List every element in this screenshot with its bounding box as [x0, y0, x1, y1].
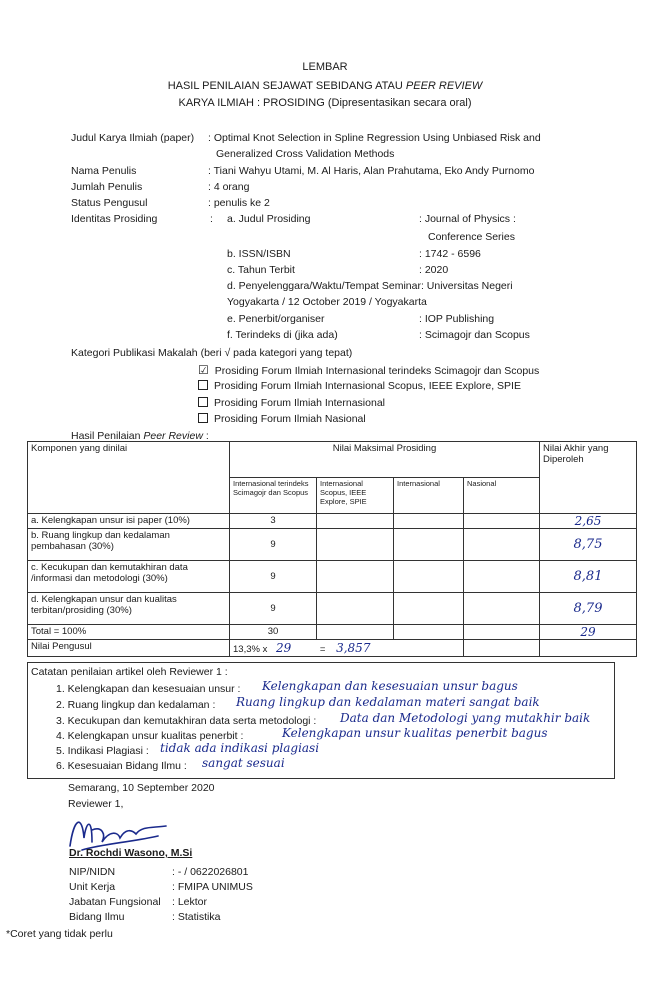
- kategori-option-1[interactable]: ☑ Prosiding Forum Ilmiah Internasional terindeks Scimagojr dan Scopus: [198, 363, 540, 377]
- catatan-item-label: 5. Indikasi Plagiasi :: [56, 745, 149, 757]
- row-akhir: 2,65: [540, 514, 637, 529]
- subheader-scimagojr: Internasional terindeks Scimagojr dan Scopus: [230, 478, 317, 514]
- catatan-item-handwriting: Ruang lingkup dan kedalaman materi sangat baik: [236, 695, 540, 709]
- nip-value: : - / 0622026801: [172, 866, 249, 878]
- reviewer-name: Dr. Rochdi Wasono, M.Si: [69, 847, 193, 859]
- catatan-item-label: 4. Kelengkapan unsur kualitas penerbit :: [56, 730, 244, 742]
- row-nilai: 9: [230, 561, 317, 593]
- pengusul-formula: 13,3% x 29 = 3,857: [230, 640, 464, 657]
- kategori-label: Kategori Publikasi Makalah (beri √ pada kategori yang tepat): [71, 347, 353, 359]
- penerbit-label: e. Penerbit/organiser: [227, 313, 325, 325]
- catatan-item-handwriting: sangat sesuai: [202, 756, 285, 770]
- identitas-colon: :: [210, 213, 213, 225]
- kategori-option-2[interactable]: Prosiding Forum Ilmiah Internasional Scopus, IEEE Explore, SPIE: [198, 380, 521, 392]
- catatan-item-handwriting: Data dan Metodologi yang mutakhir baik: [340, 711, 591, 725]
- header-nilai-maksimal: Nilai Maksimal Prosiding: [230, 442, 540, 478]
- checkbox-icon[interactable]: [198, 397, 208, 407]
- judul-label: Judul Karya Ilmiah (paper): [71, 132, 195, 144]
- row-komponen: a. Kelengkapan unsur isi paper (10%): [28, 514, 230, 529]
- table-header-row: [28, 442, 637, 478]
- pengusul-label: Nilai Pengusul: [28, 640, 230, 657]
- catatan-item-handwriting: Kelengkapan unsur kualitas penerbit bagus: [282, 726, 548, 740]
- total-label: Total = 100%: [28, 625, 230, 640]
- checked-box-icon[interactable]: ☑: [198, 363, 209, 377]
- issn-label: b. ISSN/ISBN: [227, 248, 291, 260]
- jabatan-value: : Lektor: [172, 896, 208, 908]
- table-row: [28, 529, 637, 561]
- catatan-item-handwriting: tidak ada indikasi plagiasi: [160, 741, 320, 755]
- unit-value: : FMIPA UNIMUS: [172, 881, 253, 893]
- row-nilai: 3: [230, 514, 317, 529]
- doc-title-karya: KARYA ILMIAH : PROSIDING (Dipresentasikan secara oral): [178, 97, 472, 109]
- judul-value-1: : Optimal Knot Selection in Spline Regression Using Unbiased Risk and: [208, 132, 541, 144]
- table-row: [28, 514, 637, 529]
- identitas-label: Identitas Prosiding: [71, 213, 158, 225]
- row-komponen: c. Kecukupan dan kemutakhiran data /informasi dan metodologi (30%): [28, 561, 230, 593]
- catatan-item-handwriting: Kelengkapan dan kesesuaian unsur bagus: [262, 679, 518, 693]
- status-value: : penulis ke 2: [208, 197, 270, 209]
- penerbit-value: : IOP Publishing: [419, 313, 495, 325]
- reviewer-label: Reviewer 1,: [68, 798, 124, 810]
- penyelenggara-value: Yogyakarta / 12 October 2019 / Yogyakarta: [227, 296, 427, 308]
- subheader-nasional: Nasional: [464, 478, 540, 514]
- table-row: [28, 593, 637, 625]
- row-komponen: b. Ruang lingkup dan kedalaman pembahasan (30%): [28, 529, 230, 561]
- doc-title-hasil: HASIL PENILAIAN SEJAWAT SEBIDANG ATAU PEER REVIEW: [167, 80, 483, 92]
- total-nilai: 30: [230, 625, 317, 640]
- catatan-item-label: 6. Kesesuaian Bidang Ilmu :: [56, 760, 187, 772]
- row-akhir: 8,81: [540, 561, 637, 593]
- tahun-value: : 2020: [419, 264, 449, 276]
- total-akhir: 29: [540, 625, 637, 640]
- status-label: Status Pengusul: [71, 197, 148, 209]
- row-akhir: 8,79: [540, 593, 637, 625]
- row-komponen: d. Kelengkapan unsur dan kualitas terbitan/prosiding (30%): [28, 593, 230, 625]
- subheader-scopus: Internasional Scopus, IEEE Explore, SPIE: [317, 478, 394, 514]
- bidang-label: Bidang Ilmu: [69, 911, 125, 923]
- place-date: Semarang, 10 September 2020: [68, 782, 215, 794]
- penilaian-table: [27, 441, 637, 657]
- bidang-value: : Statistika: [172, 911, 221, 923]
- jumlah-label: Jumlah Penulis: [71, 181, 143, 193]
- table-total-row: [28, 625, 637, 640]
- checkbox-icon[interactable]: [198, 380, 208, 390]
- judul-prosiding-value-1: : Journal of Physics :: [419, 213, 516, 225]
- row-nilai: 9: [230, 529, 317, 561]
- row-akhir: 8,75: [540, 529, 637, 561]
- terindeks-value: : Scimagojr dan Scopus: [419, 329, 530, 341]
- judul-prosiding-label: a. Judul Prosiding: [227, 213, 311, 225]
- hasil-penilaian-label: Hasil Penilaian Peer Review :: [71, 430, 209, 442]
- table-pengusul-row: [28, 640, 637, 657]
- judul-prosiding-value-2: Conference Series: [428, 231, 515, 243]
- catatan-title: Catatan penilaian artikel oleh Reviewer 1 :: [31, 666, 228, 678]
- kategori-option-4[interactable]: Prosiding Forum Ilmiah Nasional: [198, 413, 366, 425]
- issn-value: : 1742 - 6596: [419, 248, 481, 260]
- jabatan-label: Jabatan Fungsional: [69, 896, 161, 908]
- catatan-item-label: 3. Kecukupan dan kemutakhiran data serta metodologi :: [56, 715, 317, 727]
- terindeks-label: f. Terindeks di (jika ada): [227, 329, 338, 341]
- nama-value: : Tiani Wahyu Utami, M. Al Haris, Alan Prahutama, Eko Andy Purnomo: [208, 165, 535, 177]
- jumlah-value: : 4 orang: [208, 181, 250, 193]
- header-nilai-akhir: Nilai Akhir yang Diperoleh: [540, 442, 637, 514]
- row-nilai: 9: [230, 593, 317, 625]
- doc-title-lembar: LEMBAR: [302, 61, 348, 73]
- nama-label: Nama Penulis: [71, 165, 137, 177]
- checkbox-icon[interactable]: [198, 413, 208, 423]
- header-komponen: Komponen yang dinilai: [28, 442, 230, 514]
- penyelenggara-label: d. Penyelenggara/Waktu/Tempat Seminar: Universitas Negeri: [227, 280, 513, 292]
- footnote: *Coret yang tidak perlu: [6, 928, 113, 940]
- judul-value-2: Generalized Cross Validation Methods: [216, 148, 395, 160]
- table-row: [28, 561, 637, 593]
- tahun-label: c. Tahun Terbit: [227, 264, 295, 276]
- catatan-item-label: 2. Ruang lingkup dan kedalaman :: [56, 699, 216, 711]
- catatan-item-label: 1. Kelengkapan dan kesesuaian unsur :: [56, 683, 241, 695]
- nip-label: NIP/NIDN: [69, 866, 116, 878]
- kategori-option-3[interactable]: Prosiding Forum Ilmiah Internasional: [198, 397, 385, 409]
- subheader-internasional: Internasional: [394, 478, 464, 514]
- unit-label: Unit Kerja: [69, 881, 116, 893]
